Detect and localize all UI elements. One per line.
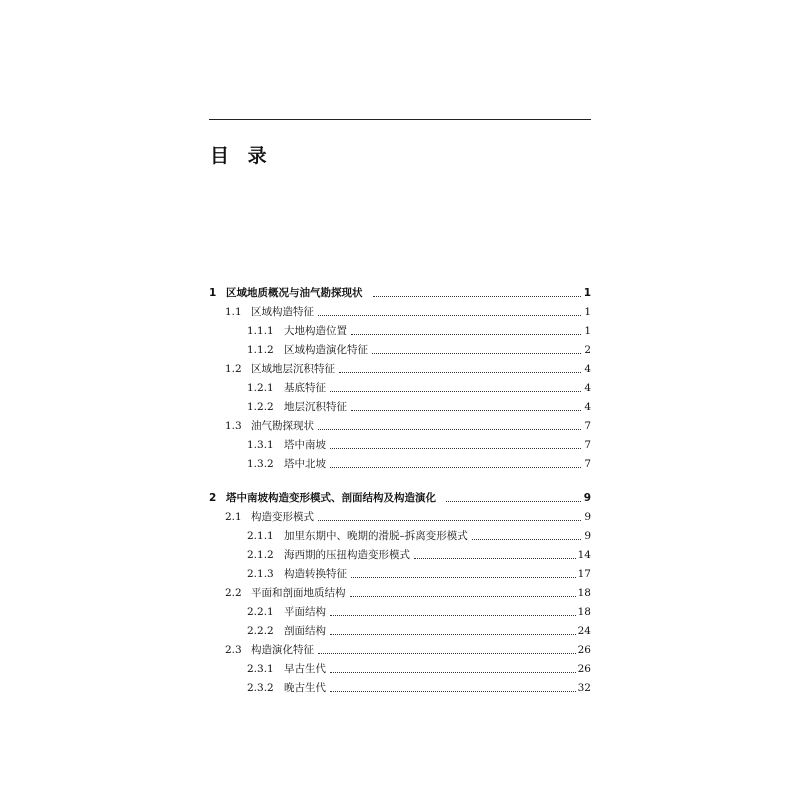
- toc-subsection-entry[interactable]: [209, 656, 591, 675]
- toc-entry-title: 区域地层沉积特征: [251, 363, 335, 375]
- toc-entry-title: 早古生代: [284, 663, 326, 675]
- toc-entry-number: 2.1: [225, 511, 242, 523]
- toc-subsection-entry[interactable]: [209, 394, 591, 413]
- toc-entry-title: 区域构造演化特征: [284, 344, 368, 356]
- toc-entry-number: 1.2.2: [247, 401, 274, 413]
- toc-entry-number: 1.3.2: [247, 458, 274, 470]
- toc-entry-number: 2.1.1: [247, 530, 274, 542]
- toc-dot-leader: [318, 520, 581, 521]
- toc-entry-title: 平面结构: [284, 606, 326, 618]
- toc-dot-leader: [330, 467, 581, 468]
- toc-page-number: 17: [577, 568, 591, 580]
- toc-entry-number: 2.2: [225, 587, 242, 599]
- page-title: 目 录: [210, 145, 273, 167]
- toc-entry-title: 地层沉积特征: [284, 401, 347, 413]
- toc-dot-leader: [350, 596, 576, 597]
- toc-entry-title: 塔中北坡: [284, 458, 326, 470]
- toc-chapter-entry[interactable]: [209, 485, 591, 504]
- toc-subsection-entry[interactable]: [209, 618, 591, 637]
- toc-entry-title: 平面和剖面地质结构: [251, 587, 346, 599]
- toc-entry-number: 2.1.3: [247, 568, 274, 580]
- toc-entry-number: 1.1.1: [247, 325, 274, 337]
- header-rule: [209, 119, 591, 120]
- toc-page-number: 24: [577, 625, 591, 637]
- toc-dot-leader: [318, 429, 581, 430]
- toc-page-number: 4: [584, 363, 591, 375]
- toc-section-entry[interactable]: [209, 413, 591, 432]
- toc-entry-number: 1.1: [225, 306, 242, 318]
- toc-page-number: 4: [584, 382, 591, 394]
- toc-entry-number: 2.3.2: [247, 682, 274, 694]
- toc-entry-number: 2: [209, 492, 217, 504]
- toc-subsection-entry[interactable]: [209, 542, 591, 561]
- toc-dot-leader: [330, 672, 576, 673]
- toc-entry-title: 基底特征: [284, 382, 326, 394]
- toc-section-entry[interactable]: [209, 299, 591, 318]
- toc-page-number: 26: [577, 663, 591, 675]
- toc-subsection-entry[interactable]: [209, 375, 591, 394]
- toc-entry-title: 大地构造位置: [284, 325, 347, 337]
- toc-entry-title: 海西期的压扭构造变形模式: [284, 549, 410, 561]
- toc-subsection-entry[interactable]: [209, 318, 591, 337]
- toc-chapter-entry[interactable]: [209, 280, 591, 299]
- toc-page-number: 32: [577, 682, 591, 694]
- toc-entry-number: 1.2.1: [247, 382, 274, 394]
- toc-subsection-entry[interactable]: [209, 337, 591, 356]
- toc-dot-leader: [446, 501, 581, 502]
- toc-entry-title: 构造变形模式: [251, 511, 314, 523]
- toc-page-number: 18: [577, 606, 591, 618]
- toc-page-number: 7: [584, 458, 591, 470]
- toc-dot-leader: [414, 558, 576, 559]
- toc-page-number: 18: [577, 587, 591, 599]
- toc-entry-title: 区域构造特征: [251, 306, 314, 318]
- toc-section-entry[interactable]: [209, 580, 591, 599]
- toc-dot-leader: [339, 372, 581, 373]
- toc-page-number: 26: [577, 644, 591, 656]
- toc-page-number: 1: [584, 325, 591, 337]
- toc-section-entry[interactable]: [209, 637, 591, 656]
- table-of-contents: [209, 280, 591, 694]
- toc-page-number: 14: [577, 549, 591, 561]
- toc-subsection-entry[interactable]: [209, 561, 591, 580]
- toc-entry-number: 1.2: [225, 363, 242, 375]
- toc-entry-number: 2.3: [225, 644, 242, 656]
- toc-subsection-entry[interactable]: [209, 432, 591, 451]
- toc-entry-title: 油气勘探现状: [251, 420, 314, 432]
- toc-page-number: 7: [584, 439, 591, 451]
- toc-entry-number: 1: [209, 287, 217, 299]
- toc-page-number: 2: [584, 344, 591, 356]
- toc-entry-title: 构造演化特征: [251, 644, 314, 656]
- toc-entry-title: 晚古生代: [284, 682, 326, 694]
- toc-dot-leader: [318, 653, 576, 654]
- toc-entry-number: 2.2.2: [247, 625, 274, 637]
- toc-dot-leader: [330, 615, 576, 616]
- toc-entry-title: 区域地质概况与油气勘探现状: [226, 287, 363, 299]
- toc-dot-leader: [318, 315, 581, 316]
- toc-dot-leader: [330, 691, 576, 692]
- toc-dot-leader: [372, 353, 581, 354]
- toc-page-number: 9: [584, 511, 591, 523]
- toc-page-number: 7: [584, 420, 591, 432]
- toc-subsection-entry[interactable]: [209, 523, 591, 542]
- toc-subsection-entry[interactable]: [209, 675, 591, 694]
- toc-page-number: 1: [584, 306, 591, 318]
- toc-entry-number: 2.1.2: [247, 549, 274, 561]
- toc-entry-title: 构造转换特征: [284, 568, 347, 580]
- toc-entry-title: 塔中南坡: [284, 439, 326, 451]
- toc-page-number: 9: [583, 492, 591, 504]
- toc-entry-number: 1.3: [225, 420, 242, 432]
- toc-page-number: 9: [584, 530, 591, 542]
- toc-subsection-entry[interactable]: [209, 451, 591, 470]
- toc-entry-title: 塔中南坡构造变形模式、剖面结构及构造演化: [226, 492, 436, 504]
- toc-dot-leader: [373, 296, 582, 297]
- toc-dot-leader: [351, 577, 576, 578]
- toc-dot-leader: [472, 539, 581, 540]
- toc-dot-leader: [330, 391, 581, 392]
- toc-subsection-entry[interactable]: [209, 599, 591, 618]
- toc-dot-leader: [351, 410, 581, 411]
- toc-entry-title: 剖面结构: [284, 625, 326, 637]
- toc-section-entry[interactable]: [209, 356, 591, 375]
- toc-entry-number: 1.3.1: [247, 439, 274, 451]
- toc-entry-number: 2.3.1: [247, 663, 274, 675]
- toc-entry-title: 加里东期中、晚期的滑脱–拆离变形模式: [284, 530, 468, 542]
- toc-section-entry[interactable]: [209, 504, 591, 523]
- toc-dot-leader: [351, 334, 581, 335]
- toc-page-number: 4: [584, 401, 591, 413]
- toc-entry-number: 1.1.2: [247, 344, 274, 356]
- toc-page-number: 1: [583, 287, 591, 299]
- toc-dot-leader: [330, 448, 581, 449]
- toc-entry-number: 2.2.1: [247, 606, 274, 618]
- toc-dot-leader: [330, 634, 576, 635]
